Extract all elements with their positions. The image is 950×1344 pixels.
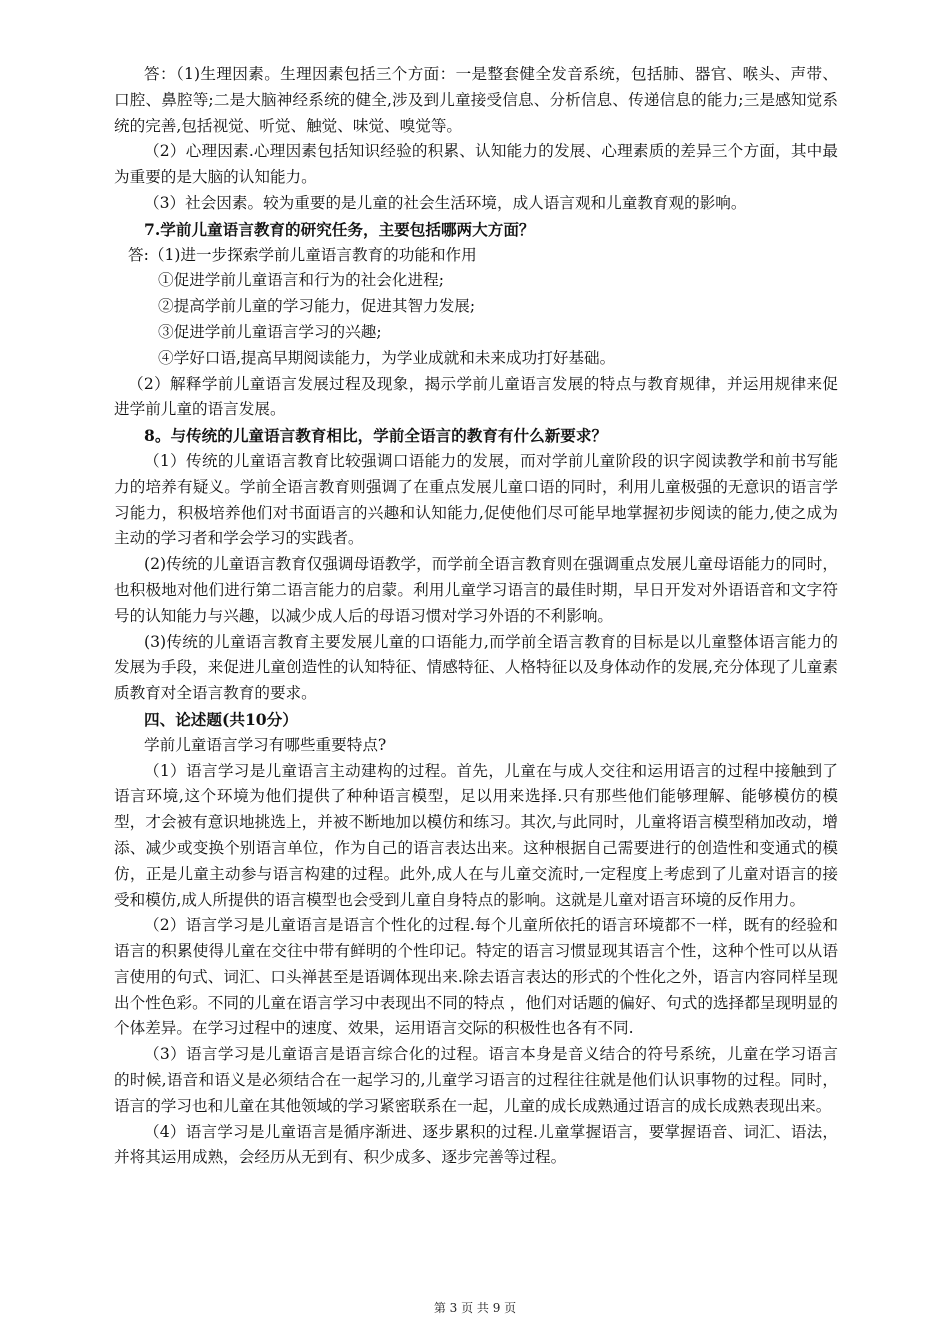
document-body [114, 62, 838, 1171]
list-item: ④学好口语,提高早期阅读能力，为学业成就和未来成功打好基础。 [158, 348, 616, 367]
answer-paragraph: （2）心理因素.心理因素包括知识经验的积累、认知能力的发展、心理素质的差异三个方面，其中最为重要的是大脑的认知能力。 [114, 142, 838, 187]
section-heading: 四、论述题(共10分） [144, 709, 298, 729]
answer-paragraph: 答：（1)生理因素。生理因素包括三个方面：一是整套健全发音系统，包括肺、器官、喉头、声带、口腔、鼻腔等;二是大脑神经系统的健全,涉及到儿童接受信息、分析信息、传递信息的能力;三是感知觉系统的完善,包括视觉、听觉、触觉、味觉、嗅觉等。 [114, 65, 838, 135]
page-footer: 第 3 页 共 9 页 [433, 1301, 517, 1315]
answer-paragraph: (2)传统的儿童语言教育仅强调母语教学，而学前全语言教育则在强调重点发展儿童母语能力的同时，也积极地对他们进行第二语言能力的启蒙。利用儿童学习语言的最佳时期，早日开发对外语语音和文字符号的认知能力与兴趣，以减少成人后的母语习惯对学习外语的不利影响。 [114, 555, 838, 625]
answer-paragraph: （3）语言学习是儿童语言是语言综合化的过程。语言本身是音义结合的符号系统，儿童在学习语言的时候,语音和语义是必须结合在一起学习的,儿童学习语言的过程往往就是他们认识事物的过程。同时，语言的学习也和儿童在其他领域的学习紧密联系在一起，儿童的成长成熟通过语言的成长成熟表现出来。 [114, 1045, 838, 1115]
answer-paragraph: 答:（1)进一步探索学前儿童语言教育的功能和作用 [128, 245, 477, 264]
answer-paragraph: （2）解释学前儿童语言发展过程及现象，揭示学前儿童语言发展的特点与教育规律，并运用规律来促进学前儿童的语言发展。 [114, 374, 838, 419]
answer-paragraph: (3)传统的儿童语言教育主要发展儿童的口语能力,而学前全语言教育的目标是以儿童整体语言能力的发展为手段，来促进儿童创造性的认知特征、情感特征、人格特征以及身体动作的发展,充分体现了儿童素质教育对全语言教育的要求。 [114, 632, 838, 703]
question-heading: 8。与传统的儿童语言教育相比，学前全语言的教育有什么新要求？ [144, 426, 608, 446]
list-item: ③促进学前儿童语言学习的兴趣; [158, 322, 382, 341]
list-item: ②提高学前儿童的学习能力，促进其智力发展; [158, 297, 476, 316]
list-item: ①促进学前儿童语言和行为的社会化进程; [158, 271, 444, 290]
answer-paragraph: （4）语言学习是儿童语言是循序渐进、逐步累积的过程.儿童掌握语言，要掌握语音、词汇、语法，并将其运用成熟，会经历从无到有、积少成多、逐步完善等过程。 [114, 1122, 838, 1167]
answer-paragraph: （1）传统的儿童语言教育比较强调口语能力的发展，而对学前儿童阶段的识字阅读教学和前书写能力的培养有疑义。学前全语言教育则强调了在重点发展儿童口语的同时，利用儿童极强的无意识的语言学习能力，积极培养他们对书面语言的兴趣和认知能力,促使他们尽可能早地掌握初步阅读的能力,使之成为主动的学习者和学会学习的实践者。 [114, 451, 838, 548]
question-heading: 7.学前儿童语言教育的研究任务，主要包括哪两大方面？ [144, 219, 535, 239]
answer-paragraph: （3）社会因素。较为重要的是儿童的社会生活环境，成人语言观和儿童教育观的影响。 [144, 193, 747, 212]
question-text: 学前儿童语言学习有哪些重要特点? [144, 735, 387, 754]
answer-paragraph: （1）语言学习是儿童语言主动建构的过程。首先，儿童在与成人交往和运用语言的过程中接触到了语言环境,这个环境为他们提供了种种语言模型，足以用来选择.只有那些他们能够理解、能够模仿的模型，才会被有意识地挑选上，并被不断地加以模仿和练习。其次,与此同时，儿童将语言模型稍加改动，增添、减少或变换个别语言单位，作为自己的语言表达出来。这种根据自己需要进行的创造性和变通式的模仿，正是儿童主动参与语言构建的过程。此外,成人在与儿童交流时,一定程度上考虑到了儿童对语言的接受和模仿,成人所提供的语言模型也会受到儿童自身特点的影响。这就是儿童对语言环境的反作用力。 [114, 761, 838, 909]
answer-paragraph: （2）语言学习是儿童语言是语言个性化的过程.每个儿童所依托的语言环境都不一样，既有的经验和语言的积累使得儿童在交往中带有鲜明的个性印记。特定的语言习惯显现其语言个性，这种个性可以从语言使用的句式、词汇、口头禅甚至是语调体现出来.除去语言表达的形式的个性化之外，语言内容同样呈现出个性色彩。不同的儿童在语言学习中表现出不同的特点 ，他们对话题的偏好、句式的选择都呈现明显的个体差异。在学习过程中的速度、效果，运用语言交际的积极性也各有不同. [114, 916, 838, 1038]
